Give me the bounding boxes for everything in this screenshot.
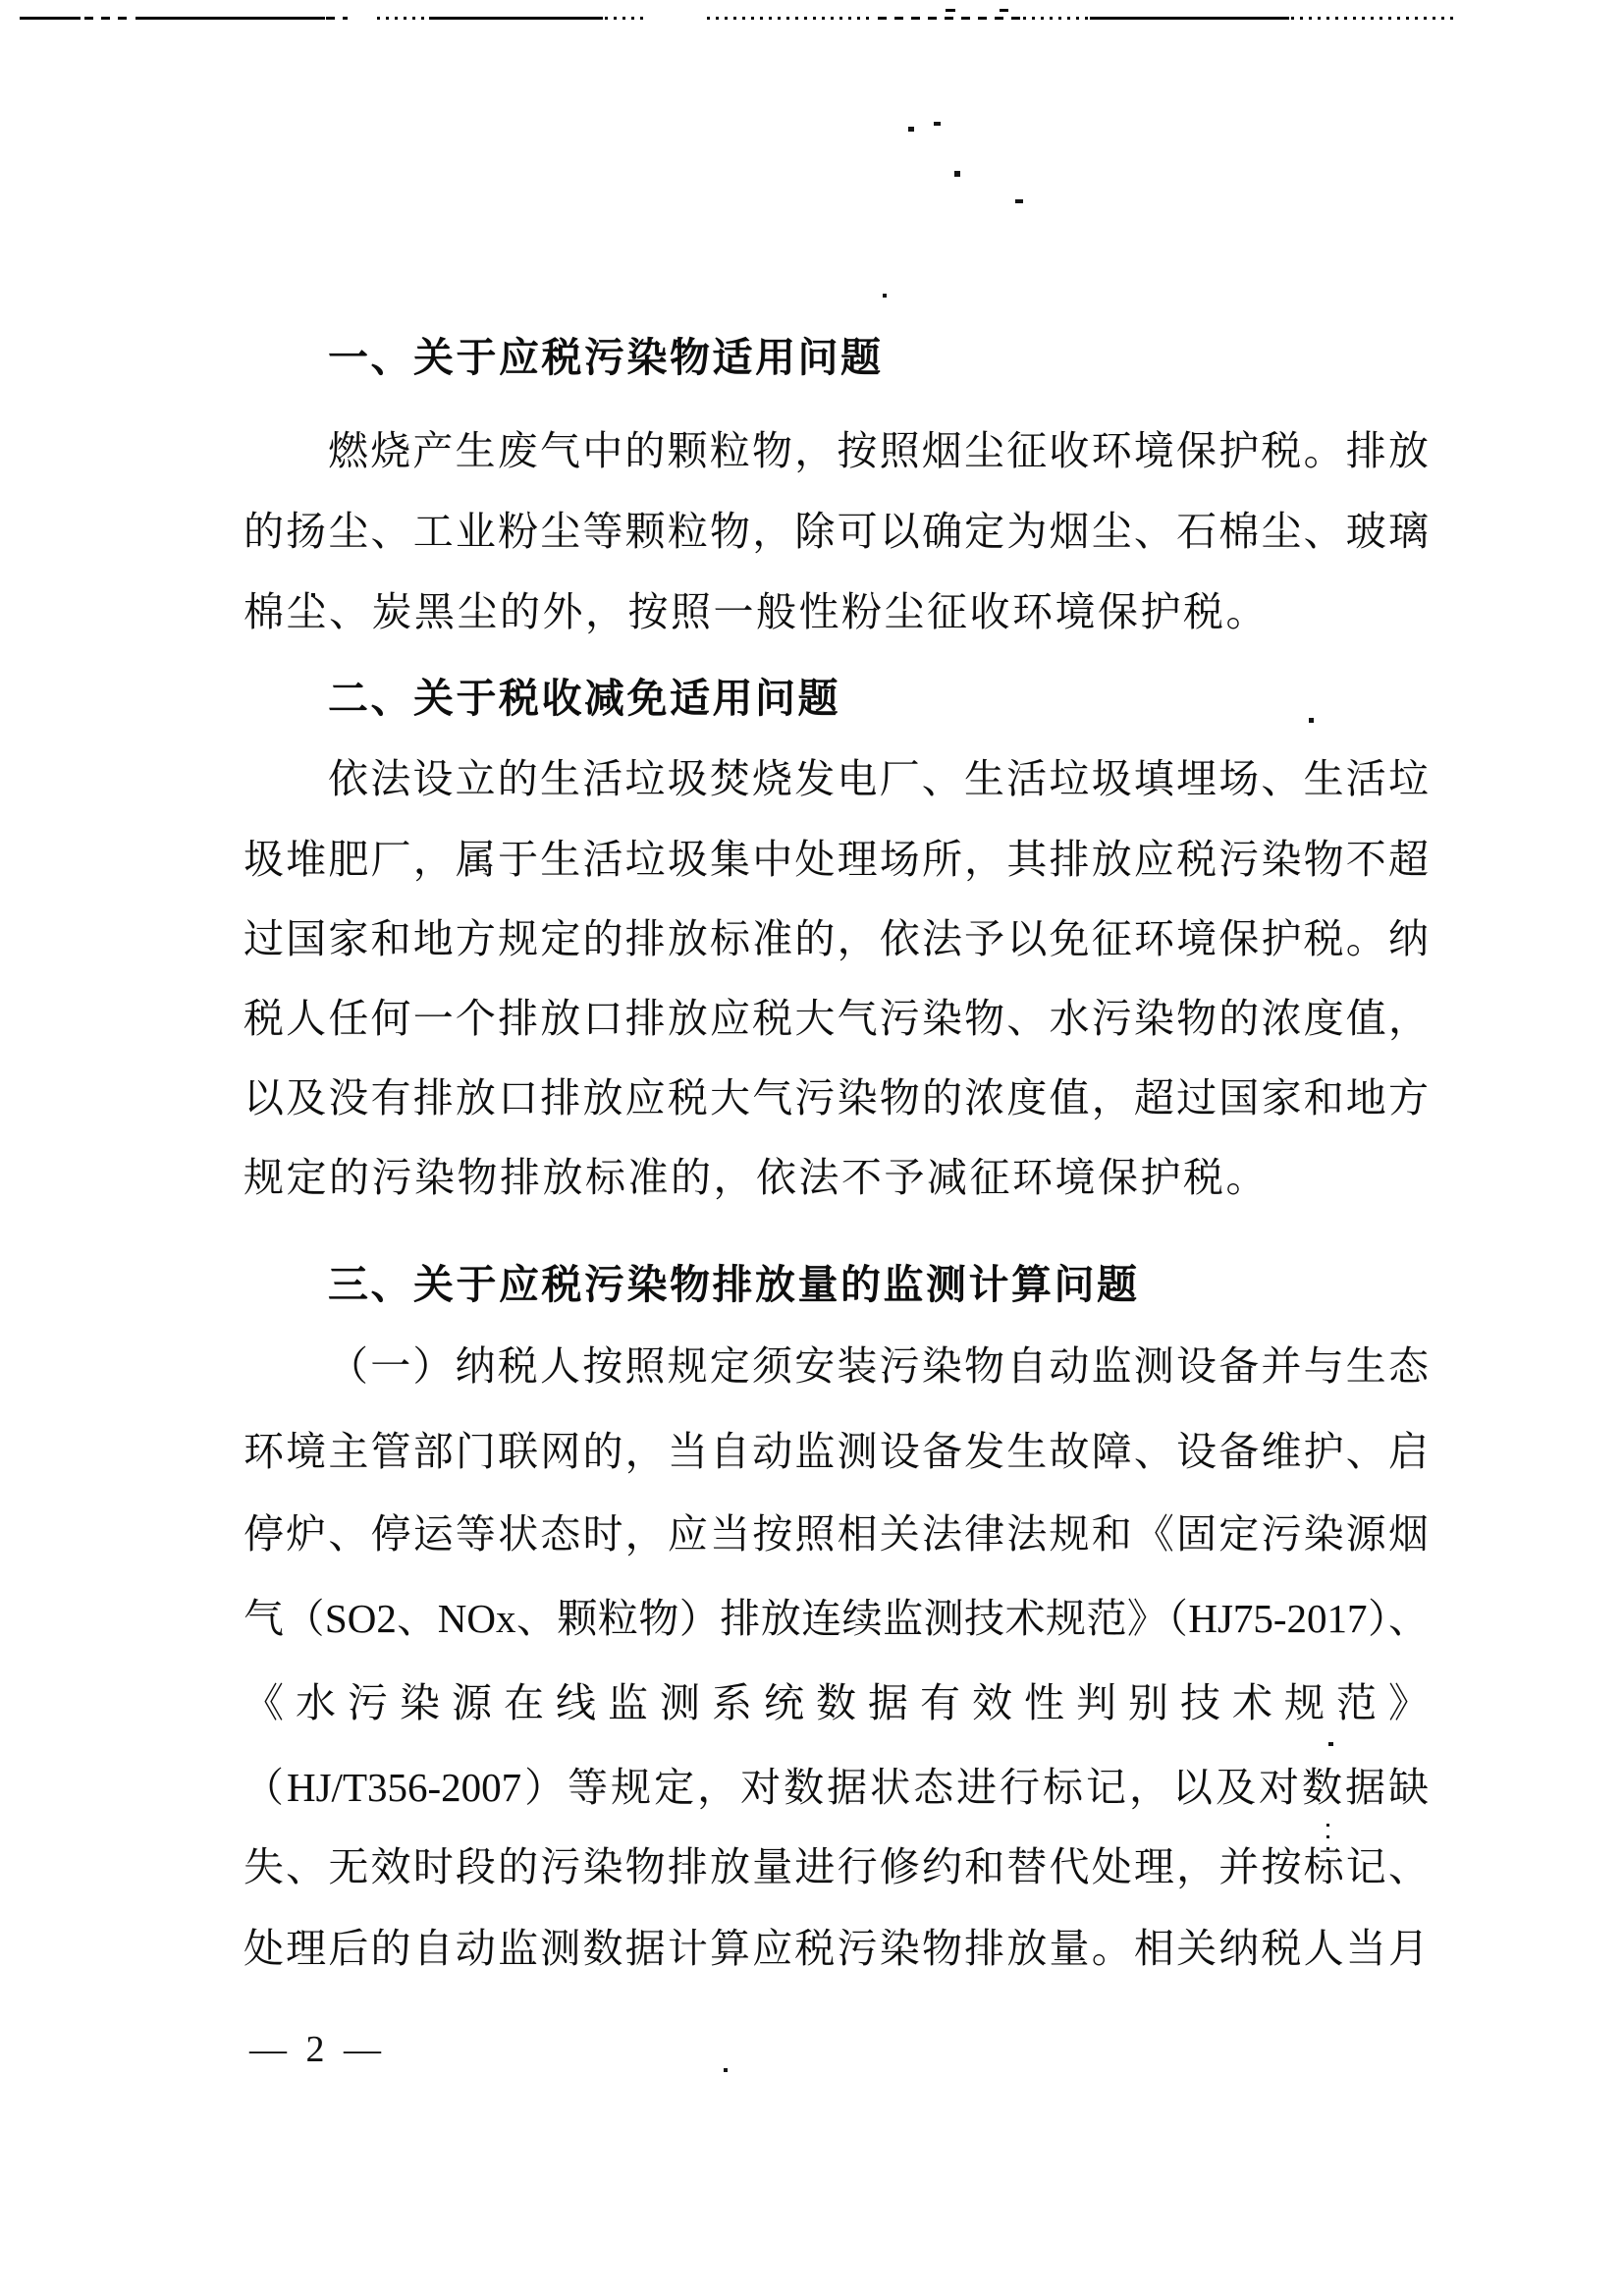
section-2-heading: 二、关于税收减免适用问题 <box>328 676 840 721</box>
body-line: 的扬尘、工业粉尘等颗粒物，除可以确定为烟尘、石棉尘、玻璃 <box>243 509 1429 554</box>
scan-speck <box>954 171 960 177</box>
body-line: 以及没有排放口排放应税大气污染物的浓度值，超过国家和地方 <box>243 1075 1429 1121</box>
body-line: 气（SO2、NOx、颗粒物）排放连续监测技术规范》（HJ75-2017）、 <box>243 1596 1429 1641</box>
scan-line-segment <box>84 17 134 20</box>
body-line: 圾堆肥厂，属于生活垃圾集中处理场所，其排放应税污染物不超 <box>243 837 1429 882</box>
body-line: 税人任何一个排放口排放应税大气污染物、水污染物的浓度值， <box>243 996 1429 1041</box>
scan-line-segment <box>377 17 426 20</box>
scan-line-segment <box>605 17 649 20</box>
body-line: 处理后的自动监测数据计算应税污染物排放量。相关纳税人当月 <box>243 1926 1429 1971</box>
body-line: （一）纳税人按照规定须安装污染物自动监测设备并与生态 <box>328 1343 1429 1389</box>
body-line: 规定的污染物排放标准的，依法不予减征环境保护税。 <box>243 1155 1269 1200</box>
body-line: 停炉、停运等状态时，应当按照相关法律法规和《固定污染源烟 <box>243 1511 1429 1557</box>
body-line: 燃烧产生废气中的颗粒物，按照烟尘征收环境保护税。排放 <box>328 428 1429 473</box>
body-line: 棉尘、炭黑尘的外，按照一般性粉尘征收环境保护税。 <box>243 589 1269 634</box>
page-number: — 2 — <box>249 2029 386 2070</box>
body-line: 依法设立的生活垃圾焚烧发电厂、生活垃圾填埋场、生活垃 <box>328 756 1429 801</box>
body-line: 《水污染源在线监测系统数据有效性判别技术规范》 <box>243 1680 1429 1725</box>
scan-line-segment <box>1090 17 1289 20</box>
scan-line-segment <box>1000 9 1015 12</box>
scan-line-segment <box>1291 17 1456 20</box>
scan-line-segment <box>20 17 81 20</box>
body-line: 过国家和地方规定的排放标准的，依法予以免征环境保护税。纳 <box>243 916 1429 961</box>
scan-speck <box>1328 1742 1333 1746</box>
scan-speck <box>1326 1824 1329 1827</box>
scan-speck <box>883 294 887 298</box>
scan-speck <box>724 2068 728 2072</box>
body-line: 环境主管部门联网的，当自动监测设备发生故障、设备维护、启 <box>243 1429 1429 1474</box>
scan-line-segment <box>429 17 603 20</box>
body-line: 失、无效时段的污染物排放量进行修约和替代处理，并按标记、 <box>243 1844 1429 1889</box>
scan-speck <box>934 122 941 126</box>
scan-line-segment <box>326 17 348 20</box>
scan-line-segment <box>135 17 325 20</box>
body-line: （HJ/T356-2007）等规定，对数据状态进行标记，以及对数据缺 <box>243 1765 1429 1810</box>
section-1-heading: 一、关于应税污染物适用问题 <box>328 335 884 380</box>
scan-line-segment <box>1023 17 1088 20</box>
scan-speck <box>908 127 914 132</box>
section-3-heading: 三、关于应税污染物排放量的监测计算问题 <box>328 1262 1140 1307</box>
scan-speck <box>1015 199 1023 203</box>
scan-line-segment <box>707 17 870 20</box>
scan-line-segment <box>946 9 955 12</box>
scan-line-segment <box>878 17 1021 20</box>
